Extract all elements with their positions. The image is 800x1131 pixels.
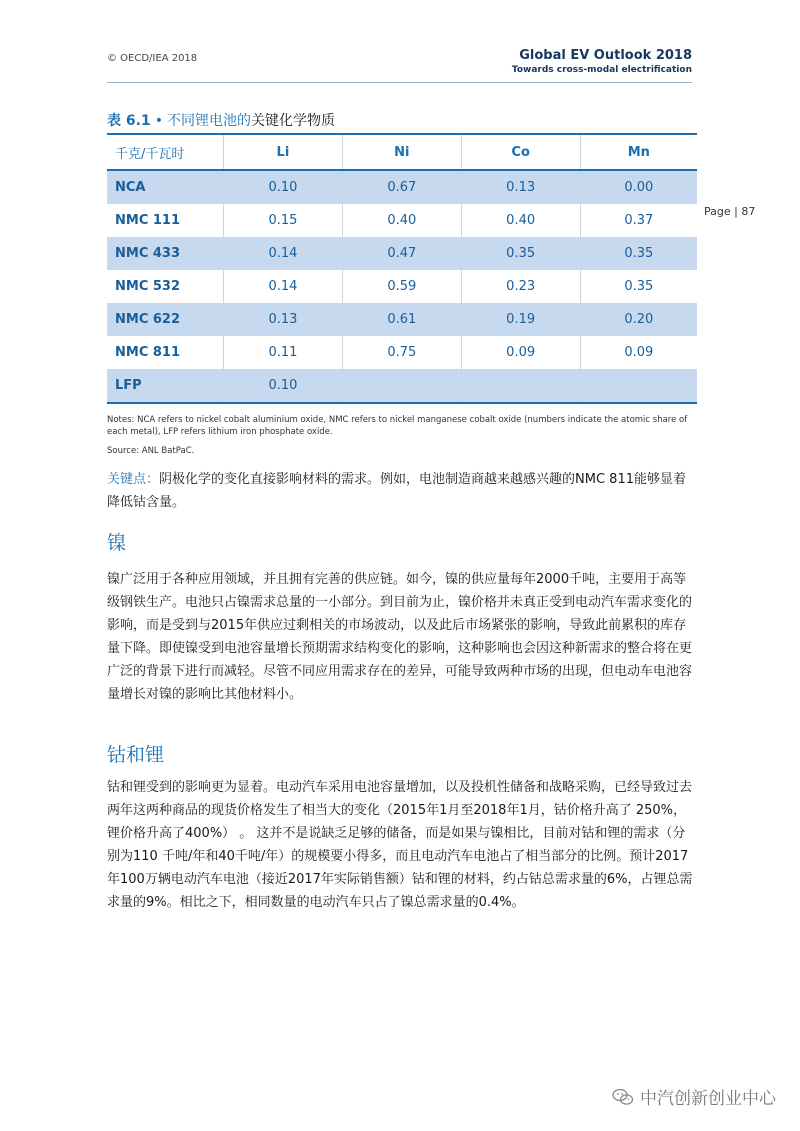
- table-cell: [461, 369, 580, 403]
- column-header: Li: [224, 134, 343, 170]
- column-header: Ni: [342, 134, 461, 170]
- table-cell: 0.40: [461, 204, 580, 237]
- table-notes: Notes: NCA refers to nickel cobalt aluminium oxide, NMC refers to nickel manganese cobalt oxide (numbers indicate the atomic share of each metal), LFP refers lithium iron phosphate oxide.: [107, 415, 688, 437]
- report-subtitle: Towards cross-modal electrification: [511, 65, 692, 75]
- table-cell: 0.10: [224, 170, 343, 204]
- table-number: 表 6.1: [107, 113, 151, 129]
- key-point-label: 关键点：: [107, 472, 160, 487]
- table-row: [107, 170, 697, 204]
- table-cell: 0.40: [342, 204, 461, 237]
- table-row: [107, 336, 697, 369]
- header-divider: [107, 82, 692, 83]
- table-cell: 0.37: [580, 204, 697, 237]
- section-body-nickel: 镍广泛用于各种应用领域，并且拥有完善的供应链。如今，镍的供应量每年2000千吨，主要用于高等级钢铁生产。电池只占镍需求总量的一小部分。到目前为止，镍价格并未真正受到电动汽车需求变化的影响，而是受到与2015年供应过剩相关的市场波动，以及此后市场紧张的影响，导致此前累积的库存量下降。即使镍受到电池容量增长预期需求结构变化的影响，这种影响也会因这种新需求的整合将在更广泛的背景下进行而减轻。尽管不同应用需求存在的差异，可能导致两种市场的出现，但电动车电池容量增长对镍的影响比其他材料小。: [107, 572, 693, 702]
- table-row: [107, 237, 697, 270]
- row-label: NMC 622: [107, 303, 224, 336]
- section-heading-cobalt-lithium: 钴和锂: [107, 744, 165, 766]
- row-label: NMC 433: [107, 237, 224, 270]
- table-cell: 0.61: [342, 303, 461, 336]
- table-cell: 0.19: [461, 303, 580, 336]
- row-label: NMC 811: [107, 336, 224, 369]
- table-title-rest: 关键化学物质: [250, 113, 335, 129]
- table-cell: 0.13: [224, 303, 343, 336]
- section-heading-nickel: 镍: [107, 532, 127, 554]
- copyright: © OECD/IEA 2018: [107, 53, 198, 64]
- table-cell: 0.00: [580, 170, 697, 204]
- table-header-row: [107, 134, 697, 170]
- row-label: NMC 532: [107, 270, 224, 303]
- table-cell: 0.20: [580, 303, 697, 336]
- row-label: LFP: [107, 369, 224, 403]
- table-source: Source: ANL BatPaC.: [107, 446, 195, 456]
- key-point: [107, 468, 697, 514]
- unit-header: 千克/千瓦时: [107, 134, 224, 170]
- watermark: [612, 1084, 776, 1109]
- table-title-highlight: 不同锂电池的: [166, 113, 251, 129]
- table-cell: 0.35: [461, 237, 580, 270]
- table-cell: [580, 369, 697, 403]
- column-header: Co: [461, 134, 580, 170]
- table-cell: 0.47: [342, 237, 461, 270]
- table-cell: 0.23: [461, 270, 580, 303]
- report-header: [512, 48, 692, 75]
- row-label: NMC 111: [107, 204, 224, 237]
- page-number: Page | 87: [704, 205, 756, 218]
- key-point-text: 阴极化学的变化直接影响材料的需求。例如，电池制造商越来越感兴趣的NMC 811能够显着降低钴含量。: [107, 472, 686, 510]
- table-title: [107, 110, 335, 130]
- wechat-icon: [612, 1088, 634, 1106]
- table-cell: 0.35: [580, 270, 697, 303]
- column-header: Mn: [580, 134, 697, 170]
- table-title-bullet: •: [154, 113, 163, 129]
- table-cell: 0.09: [580, 336, 697, 369]
- table-cell: [342, 369, 461, 403]
- table-cell: 0.15: [224, 204, 343, 237]
- table-cell: 0.75: [342, 336, 461, 369]
- watermark-text: 中汽创新创业中心: [640, 1089, 776, 1109]
- table-cell: 0.10: [224, 369, 343, 403]
- table-cell: 0.35: [580, 237, 697, 270]
- table-row: [107, 369, 697, 403]
- report-title: Global EV Outlook 2018: [519, 48, 692, 63]
- table-row: [107, 270, 697, 303]
- section-body-cobalt-lithium: 钴和锂受到的影响更为显着。电动汽车采用电池容量增加，以及投机性储备和战略采购，已经导致过去两年这两种商品的现货价格发生了相当大的变化（2015年1月至2018年1月，钴价格升高了 250%，锂价格升高了400%） 。 这并不是说缺乏足够的储备，而是如果与镍相比，目前对钴和锂的需求（分别为110 千吨/年和40千吨/年）的规模要小得多，而且电动汽车电池占了相当部分的比例。预计2017年100万辆电动汽车电池（接近2017年实际销售额）钴和锂的材料，约占钴总需求量的6%，占锂总需求量的9%。相比之下，相同数量的电动汽车只占了镍总需求量的0.4%。: [107, 780, 693, 910]
- table-row: [107, 303, 697, 336]
- table-cell: 0.14: [224, 270, 343, 303]
- chemistry-table: [107, 133, 697, 404]
- table-cell: 0.11: [224, 336, 343, 369]
- table-row: [107, 204, 697, 237]
- table-cell: 0.59: [342, 270, 461, 303]
- table-cell: 0.13: [461, 170, 580, 204]
- table-cell: 0.14: [224, 237, 343, 270]
- table-cell: 0.67: [342, 170, 461, 204]
- table-cell: 0.09: [461, 336, 580, 369]
- row-label: NCA: [107, 170, 224, 204]
